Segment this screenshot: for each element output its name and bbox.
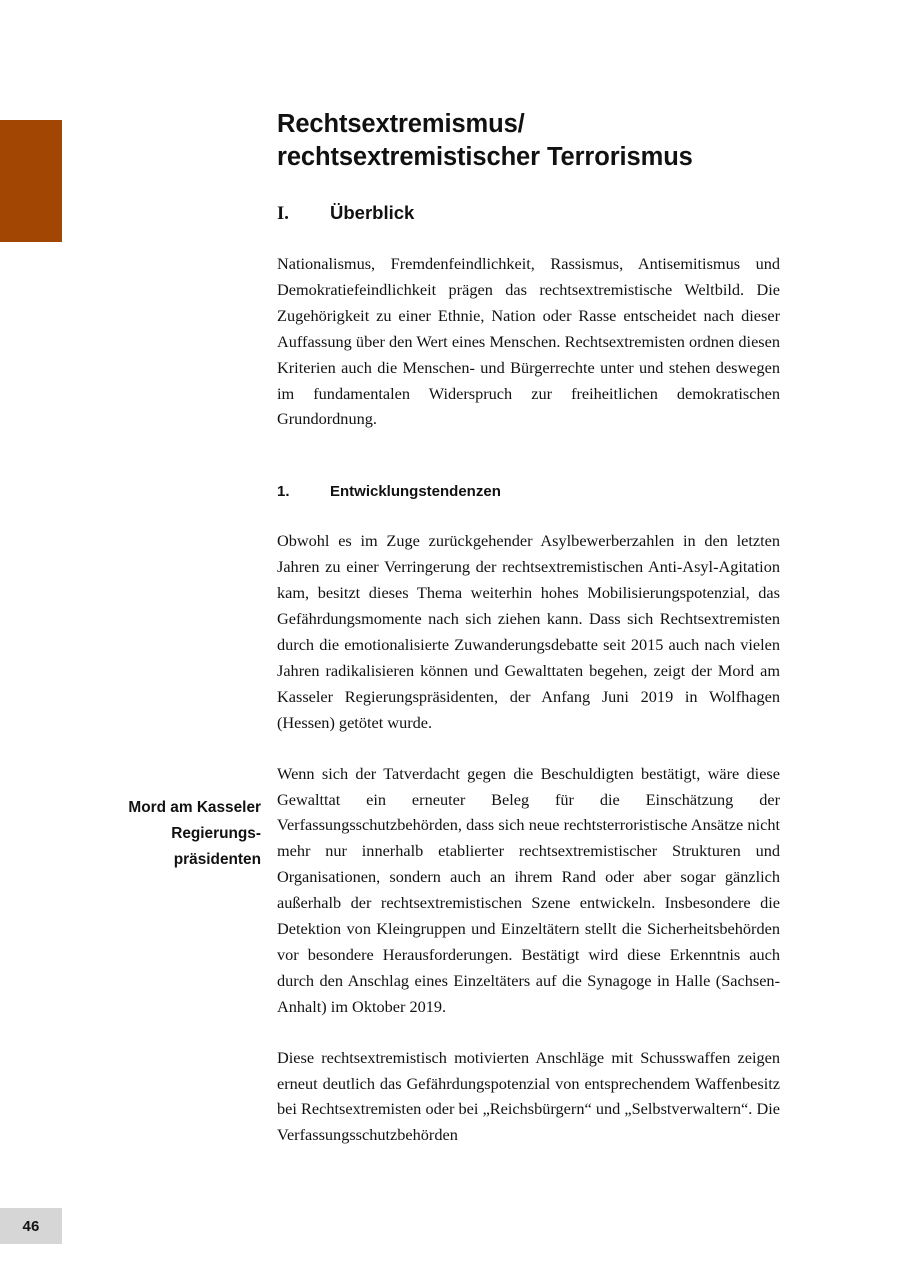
section-title: Überblick [330, 202, 415, 223]
paragraph-trends-second: Wenn sich der Tatverdacht gegen die Beschuldigten bestätigt, wäre diese Gewalttat ein erneuter Beleg für die Einschätzung der Verfassungsschutzbehörden, dass sich neue rechtsterroristische Ansätze nicht mehr nur innerhalb etablierter rechtsextremistischer Strukturen und Organisationen, sondern auch an ihrem Rand oder aber sogar gänzlich außerhalb der rechtsextremistischen Szene entwickeln. Insbesondere die Detektion von Kleingruppen und Einzeltätern stellt die Sicherheitsbehörden vor besondere Herausforderungen. Bestätigt wird diese Erkenntnis auch durch den Anschlag eines Einzeltäters auf die Synagoge in Halle (Sachsen-Anhalt) im Oktober 2019. [277, 763, 780, 1016]
paragraph-trends-first: Obwohl es im Zuge zurückgehender Asylbewerberzahlen in den letzten Jahren zu einer Verringerung der rechtsextremistischen Anti-Asyl-Agitation kam, besitzt dieses Thema weiterhin hohes Mobilisierungspotenzial, das Gefährdungsmomente nach sich ziehen kann. Dass sich Rechtsextremisten durch die emotionalisierte Zuwanderungsdebatte seit 2015 auch nach vielen Jahren radikalisieren können und Gewalttaten begehen, zeigt der Mord am Kasseler Regierungspräsidenten, der Anfang Juni 2019 in Wolfhagen (Hessen) getötet wurde. [277, 531, 780, 732]
subsection-title: Entwicklungstendenzen [330, 483, 501, 501]
section-heading-overview [277, 200, 780, 227]
subsection-heading-trends [277, 480, 780, 504]
chapter-title-line: Rechtsextremismus/ [277, 110, 525, 138]
chapter-title-line: rechtsextremistischer Terrorismus [277, 143, 693, 171]
paragraph-overview-intro: Nationalismus, Fremdenfeindlichkeit, Rassismus, Antisemitismus und Demokratiefeindlichkeit prägen das rechtsextremistische Weltbild. Die Zugehörigkeit zu einer Ethnie, Nation oder Rasse entscheidet nach dieser Auffassung über den Wert eines Menschen. Rechtsextremisten ordnen diesen Kriterien auch die Menschen- und Bürgerrechte unter und stehen deswegen im fundamentalen Widerspruch zur freiheitlichen demokratischen Grundordnung. [277, 254, 780, 429]
page-number: 46 [22, 1217, 40, 1235]
page-number-box [0, 1208, 62, 1244]
chapter-title [277, 0, 780, 174]
paragraph-trends-third: Diese rechtsextremistisch motivierten Anschläge mit Schusswaffen zeigen erneut deutlich das Gefährdungspotenzial von entsprechendem Waffenbesitz bei Rechtsextremisten oder bei „Reichsbürgern“ und „Selbstverwaltern“. Die Verfassungsschutzbehörden [277, 1047, 780, 1145]
chapter-thumb-index-tab [0, 120, 62, 242]
margin-note-line: präsidenten [173, 850, 261, 868]
section-number: I. [277, 204, 289, 224]
main-text-column [277, 0, 780, 1148]
subsection-number: 1. [277, 483, 290, 501]
margin-note-line: Regierungs- [171, 824, 261, 842]
margin-note-line: Mord am Kasseler [128, 799, 261, 816]
margin-note-kassel-murder [60, 795, 261, 873]
